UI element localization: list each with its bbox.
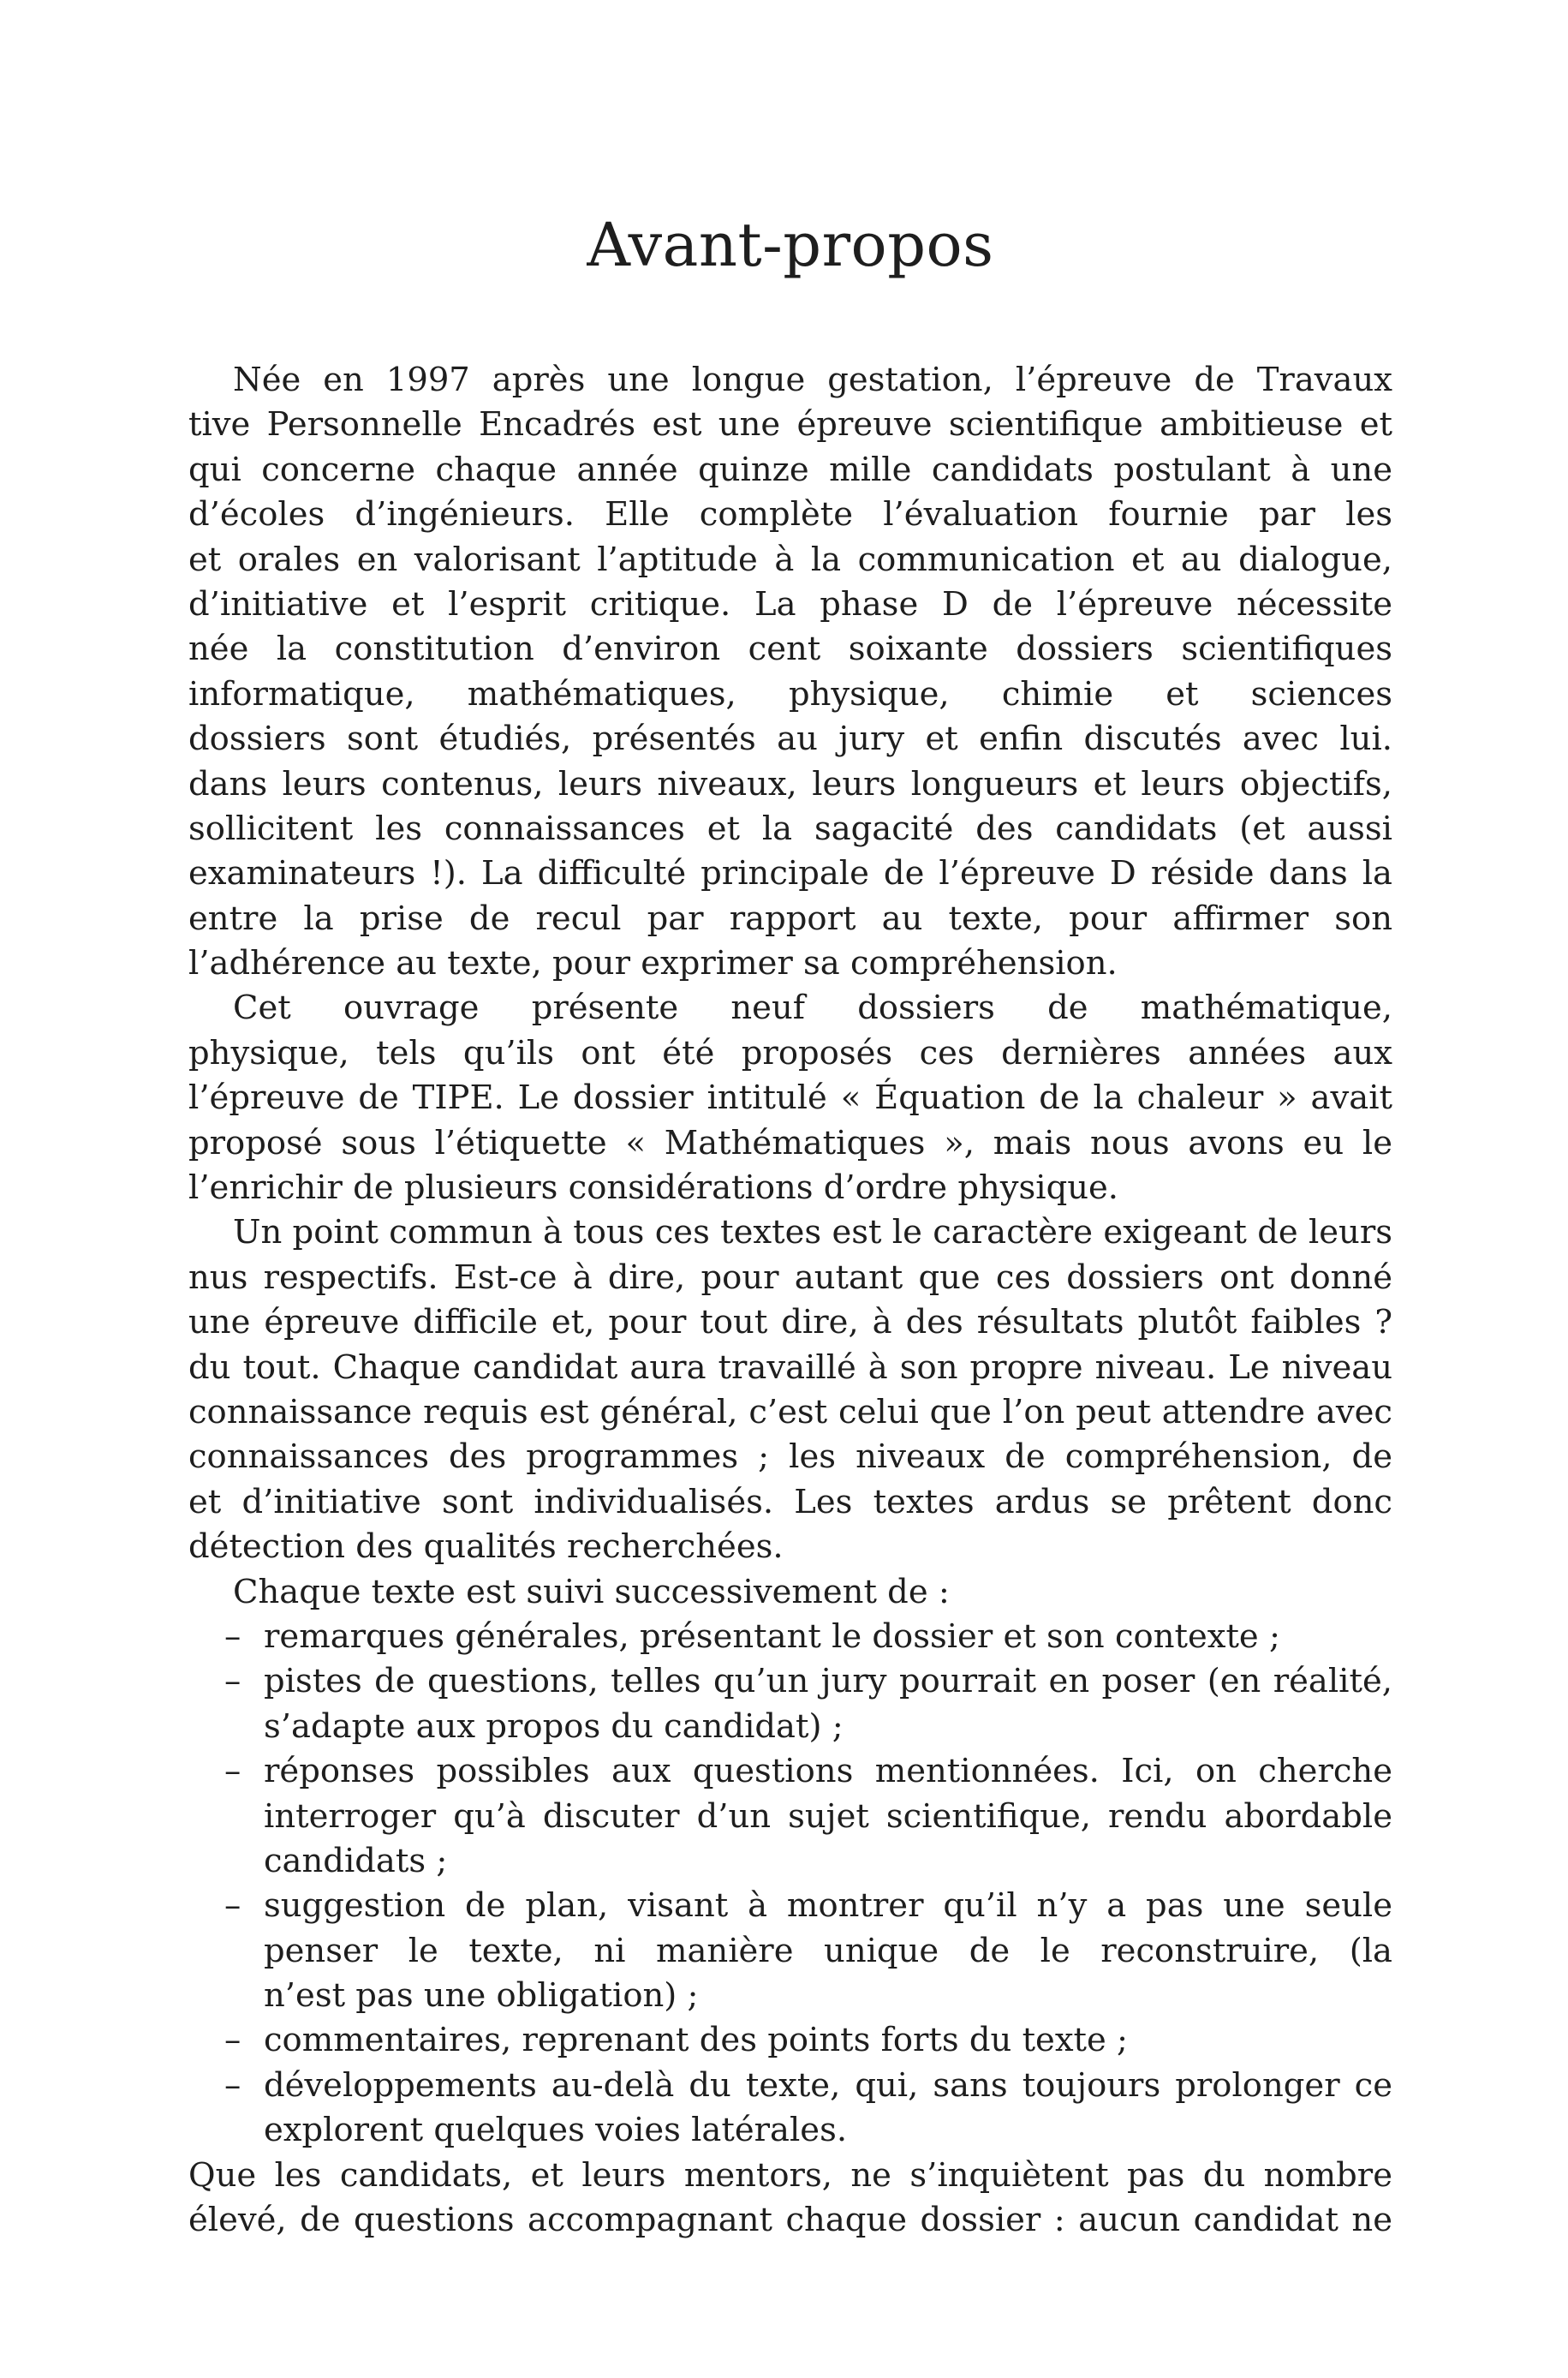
list-item-line: penser le texte, ni manière unique de le reconstruire, (la: [264, 1931, 1392, 1970]
text-line: connaissance requis est général, c’est celui que l’on peut attendre avec: [188, 1392, 1392, 1431]
text-line: sollicitent les connaissances et la sagacité des candidats (et aussi: [188, 809, 1392, 848]
list-item: [188, 1615, 1392, 1659]
list-item-line: – commentaires, reprenant des points forts du texte ;: [188, 2018, 1392, 2063]
text-line: l’enrichir de plusieurs considérations d’ordre physique.: [188, 1168, 1119, 1208]
dash-bullet: –: [224, 2065, 241, 2105]
text-line: et d’initiative sont individualisés. Les textes ardus se prêtent donc: [188, 1482, 1392, 1521]
text-line: l’épreuve de TIPE. Le dossier intitulé « Équation de la chaleur » avait: [188, 1078, 1392, 1118]
text-line: d’initiative et l’esprit critique. La phase D de l’épreuve nécessite: [188, 584, 1392, 624]
dash-bullet: –: [224, 2021, 241, 2060]
text-line: informatique, mathématiques, physique, chimie et sciences: [188, 674, 1392, 714]
list-item-line: interroger qu’à discuter d’un sujet scientifique, rendu abordable: [264, 1796, 1392, 1836]
paragraph-3: [188, 1210, 1392, 1569]
text-line: connaissances des programmes ; les niveaux de compréhension, de: [188, 1437, 1392, 1477]
text-line: l’adhérence au texte, pour exprimer sa compréhension.: [188, 944, 1118, 983]
text-line: examinateurs !). La difficulté principale de l’épreuve D réside dans la: [188, 854, 1392, 893]
text-line: physique, tels qu’ils ont été proposés ces dernières années aux: [188, 1033, 1392, 1072]
list-item-line: – développements au-delà du texte, qui, sans toujours prolonger ce: [188, 2064, 1392, 2108]
dash-bullet: –: [224, 1886, 241, 1926]
page-body: [188, 358, 1392, 2243]
list-item: [188, 1659, 1392, 1749]
closing-paragraph: [188, 2154, 1392, 2244]
text-line: dans leurs contenus, leurs niveaux, leurs longueurs et leurs objectifs,: [188, 764, 1392, 804]
list-item-line: – remarques générales, présentant le dossier et son contexte ;: [188, 1615, 1392, 1659]
list-item-line: n’est pas une obligation) ;: [264, 1976, 699, 2016]
text-line: Un point commun à tous ces textes est le caractère exigeant de leurs: [233, 1213, 1392, 1252]
text-line: élevé, de questions accompagnant chaque dossier : aucun candidat ne: [188, 2201, 1392, 2240]
text-line: détection des qualités recherchées.: [188, 1527, 784, 1567]
page-title: Avant-propos: [587, 210, 994, 280]
text-line: Cet ouvrage présente neuf dossiers de mathématique,: [233, 989, 1392, 1028]
text-line: Née en 1997 après une longue gestation, l’épreuve de Travaux: [233, 361, 1392, 399]
list-item: [188, 1884, 1392, 2018]
text-line: Que les candidats, et leurs mentors, ne s’inquiètent pas du nombre: [188, 2155, 1392, 2195]
text-line: tive Personnelle Encadrés est une épreuve scientifique ambitieuse et: [188, 405, 1392, 445]
paragraph-1: [188, 358, 1392, 986]
list-item-line: – suggestion de plan, visant à montrer qu’il n’y a pas une seule: [188, 1884, 1392, 1928]
list-item-line: explorent quelques voies latérales.: [264, 2111, 848, 2150]
paragraph-2: [188, 986, 1392, 1210]
text-line: née la constitution d’environ cent soixante dossiers scientifiques: [188, 630, 1392, 669]
list-item: [188, 2064, 1392, 2154]
list-item-line: – pistes de questions, telles qu’un jury pourrait en poser (en réalité,: [188, 1659, 1392, 1704]
dash-bullet: –: [224, 1752, 241, 1791]
text-line: qui concerne chaque année quinze mille candidats postulant à une: [188, 450, 1392, 489]
list-item-line: – réponses possibles aux questions mentionnées. Ici, on cherche: [188, 1749, 1392, 1794]
list-item-line: candidats ;: [264, 1841, 448, 1880]
text-line: dossiers sont étudiés, présentés au jury et enfin discutés avec lui.: [188, 720, 1392, 759]
text-line: nus respectifs. Est-ce à dire, pour autant que ces dossiers ont donné: [188, 1258, 1392, 1297]
text-line: d’écoles d’ingénieurs. Elle complète l’évaluation fournie par les: [188, 495, 1392, 535]
dash-bullet: –: [224, 1662, 241, 1701]
text-line: du tout. Chaque candidat aura travaillé à son propre niveau. Le niveau: [188, 1347, 1392, 1387]
list-item: [188, 1749, 1392, 1884]
bullet-list: [188, 1615, 1392, 2154]
text-line: une épreuve difficile et, pour tout dire, à des résultats plutôt faibles ?: [188, 1303, 1392, 1342]
text-line: proposé sous l’étiquette « Mathématiques », mais nous avons eu le: [188, 1123, 1392, 1162]
dash-bullet: –: [224, 1616, 241, 1656]
list-item-line: s’adapte aux propos du candidat) ;: [264, 1706, 844, 1746]
text-line: et orales en valorisant l’aptitude à la communication et au dialogue,: [188, 540, 1392, 579]
list-intro: Chaque texte est suivi successivement de :: [233, 1572, 950, 1611]
text-line: entre la prise de recul par rapport au texte, pour affirmer son: [188, 899, 1392, 938]
list-item: [188, 2018, 1392, 2063]
